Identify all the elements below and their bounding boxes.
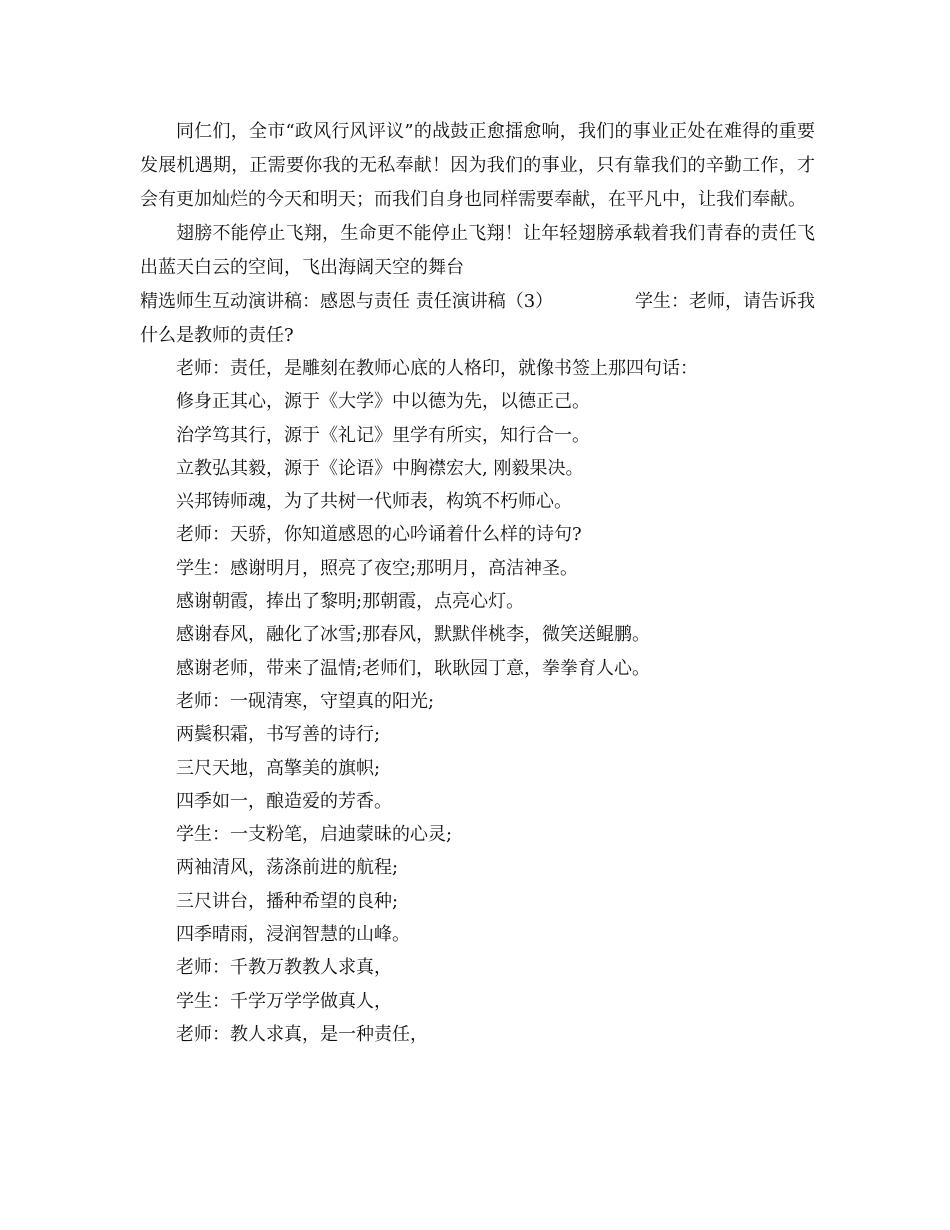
dialogue-line: 老师：教人求真，是一种责任， — [176, 1023, 428, 1045]
dialogue-line: 三尺讲台，播种希望的良种; — [176, 890, 399, 912]
dialogue-line: 学生：千学万学学做真人， — [176, 990, 392, 1012]
dialogue-line: 感谢春风，融化了冰雪;那春风，默默伴桃李，微笑送鲲鹏。 — [176, 624, 651, 646]
dialogue-line: 治学笃其行，源于《礼记》里学有所实，知行合一。 — [176, 424, 590, 446]
dialogue-line: 感谢朝霞，捧出了黎明;那朝霞，点亮心灯。 — [176, 591, 525, 613]
dialogue-line: 老师：一砚清寒，守望真的阳光; — [176, 690, 435, 712]
section-heading-row — [140, 285, 815, 319]
section-heading — [140, 285, 815, 352]
dialogue-line: 修身正其心，源于《大学》中以德为先，以德正己。 — [176, 391, 590, 413]
section-heading-continuation: 什么是教师的责任? — [140, 324, 294, 346]
dialogue-line: 四季如一，酿造爱的芳香。 — [176, 790, 392, 812]
dialogue-line: 学生：一支粉笔，启迪蒙昧的心灵; — [176, 824, 453, 846]
dialogue-line: 四季晴雨，浸润智慧的山峰。 — [176, 924, 410, 946]
section-title: 精选师生互动演讲稿：感恩与责任 责任演讲稿（3） — [140, 291, 554, 312]
dialogue-line: 三尺天地，高擎美的旗帜; — [176, 757, 381, 779]
dialogue-line: 学生：感谢明月，照亮了夜空;那明月，高洁神圣。 — [176, 557, 579, 579]
dialogue-line: 立教弘其毅，源于《论语》中胸襟宏大, 刚毅果决。 — [176, 457, 584, 479]
paragraph-wings: 翅膀不能停止飞翔，生命更不能停止飞翔！让年轻翅膀承载着我们青春的责任飞出蓝天白云的空间，飞出海阔天空的舞台 — [140, 223, 815, 278]
dialogue-line: 老师：千教万教教人求真， — [176, 957, 392, 979]
dialogue-line: 兴邦铸师魂，为了共树一代师表，构筑不朽师心。 — [176, 491, 572, 513]
document-body — [140, 115, 815, 1051]
section-first-line-rest: 学生：老师，请告诉我 — [635, 291, 815, 312]
dialogue-line: 两鬓积霜，书写善的诗行; — [176, 724, 381, 746]
dialogue-line: 老师：天骄，你知道感恩的心吟诵着什么样的诗句? — [176, 524, 582, 546]
dialogue-line: 两袖清风，荡涤前进的航程; — [176, 857, 399, 879]
dialogue-line: 老师：责任，是雕刻在教师心底的人格印，就像书签上那四句话： — [176, 358, 698, 379]
paragraph-colleagues: 同仁们，全市“政风行风评议”的战鼓正愈擂愈响，我们的事业正处在难得的重要发展机遇期，正需要你我的无私奉献！因为我们的事业，只有靠我们的辛勤工作，才会有更加灿烂的今天和明天；而我们自身也同样需要奉献，在平凡中，让我们奉献。 — [140, 121, 815, 210]
dialogue-line: 感谢老师，带来了温情;老师们，耿耿园丁意，拳拳育人心。 — [176, 657, 651, 679]
